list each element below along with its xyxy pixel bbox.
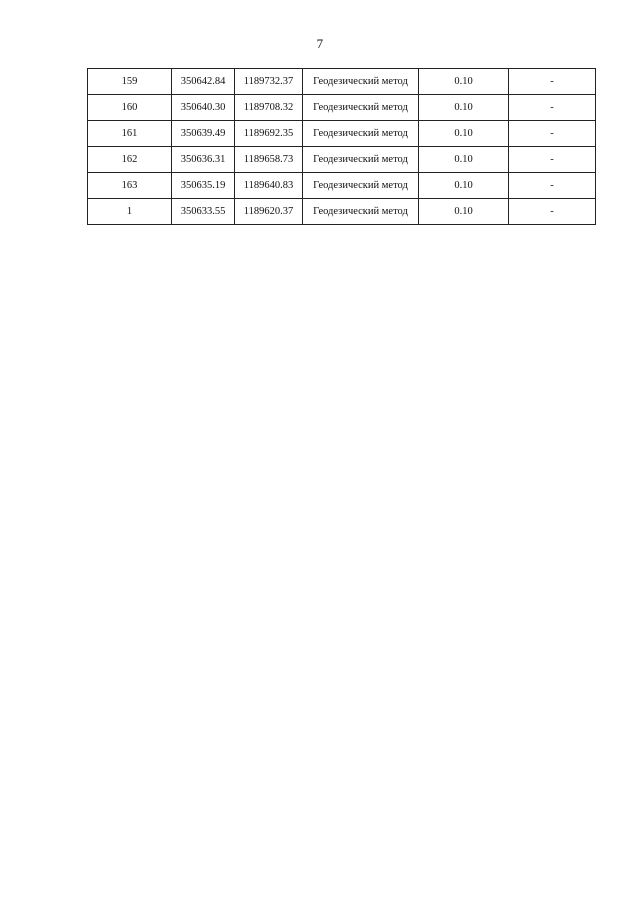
description-cell: -	[509, 147, 596, 173]
y-coordinate-cell: 1189620.37	[235, 199, 303, 225]
x-coordinate-cell: 350633.55	[172, 199, 235, 225]
x-coordinate-cell: 350642.84	[172, 69, 235, 95]
y-coordinate-cell: 1189732.37	[235, 69, 303, 95]
method-cell: Геодезический метод	[303, 121, 419, 147]
accuracy-cell: 0.10	[419, 69, 509, 95]
point-number-cell: 1	[88, 199, 172, 225]
accuracy-cell: 0.10	[419, 199, 509, 225]
method-cell: Геодезический метод	[303, 69, 419, 95]
method-cell: Геодезический метод	[303, 95, 419, 121]
table-row	[88, 173, 596, 199]
point-number-cell: 159	[88, 69, 172, 95]
point-number-cell: 162	[88, 147, 172, 173]
accuracy-cell: 0.10	[419, 173, 509, 199]
table-row	[88, 147, 596, 173]
description-cell: -	[509, 199, 596, 225]
y-coordinate-cell: 1189708.32	[235, 95, 303, 121]
description-cell: -	[509, 69, 596, 95]
x-coordinate-cell: 350639.49	[172, 121, 235, 147]
table-row	[88, 199, 596, 225]
point-number-cell: 161	[88, 121, 172, 147]
y-coordinate-cell: 1189640.83	[235, 173, 303, 199]
x-coordinate-cell: 350635.19	[172, 173, 235, 199]
description-cell: -	[509, 173, 596, 199]
table-row	[88, 69, 596, 95]
method-cell: Геодезический метод	[303, 199, 419, 225]
accuracy-cell: 0.10	[419, 147, 509, 173]
table-row	[88, 95, 596, 121]
point-number-cell: 160	[88, 95, 172, 121]
point-number-cell: 163	[88, 173, 172, 199]
accuracy-cell: 0.10	[419, 121, 509, 147]
method-cell: Геодезический метод	[303, 147, 419, 173]
description-cell: -	[509, 95, 596, 121]
page-number: 7	[316, 36, 324, 51]
description-cell: -	[509, 121, 596, 147]
x-coordinate-cell: 350640.30	[172, 95, 235, 121]
method-cell: Геодезический метод	[303, 173, 419, 199]
table-row	[88, 121, 596, 147]
y-coordinate-cell: 1189658.73	[235, 147, 303, 173]
accuracy-cell: 0.10	[419, 95, 509, 121]
x-coordinate-cell: 350636.31	[172, 147, 235, 173]
y-coordinate-cell: 1189692.35	[235, 121, 303, 147]
coordinates-table	[87, 68, 596, 225]
